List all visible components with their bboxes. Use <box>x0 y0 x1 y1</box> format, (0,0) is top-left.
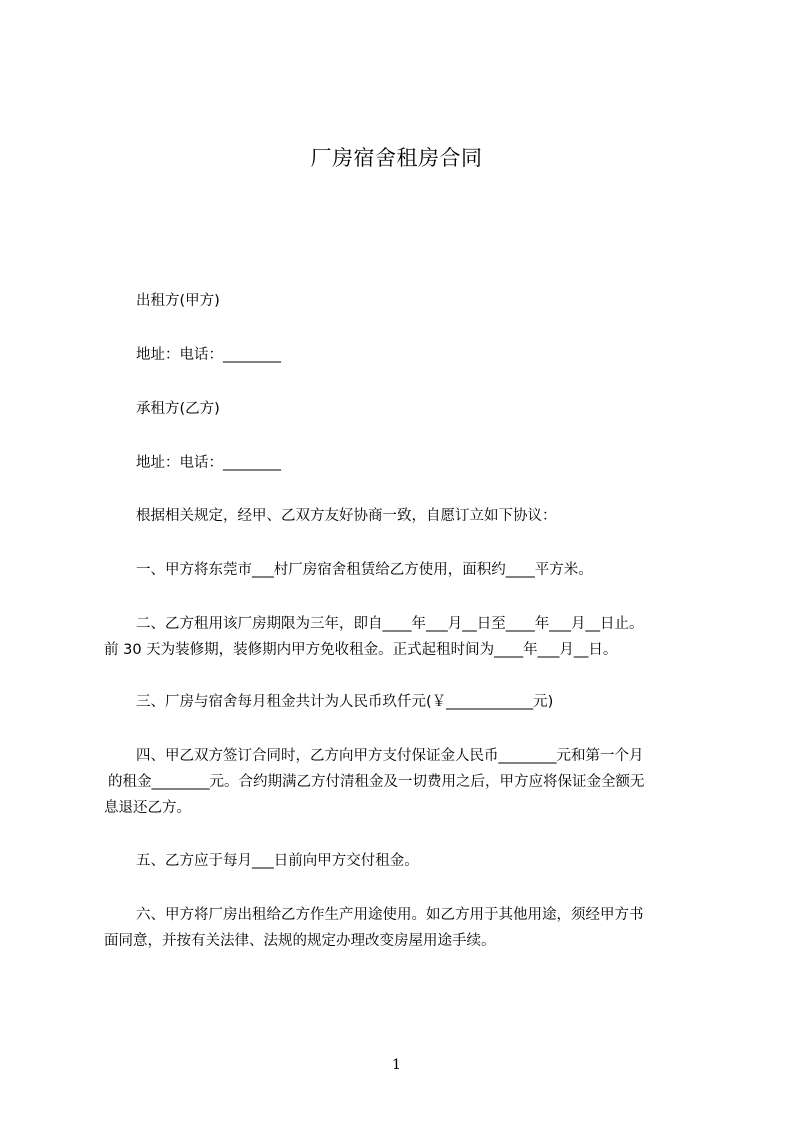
clause-1: 一、甲方将东莞市___村厂房宿舍租赁给乙方使用，面积约____平方米。 <box>136 562 593 578</box>
document-title: 厂房宿舍租房合同 <box>310 146 483 170</box>
page-number: 1 <box>392 1057 401 1073</box>
party-a-address-phone: 地址：电话：________ <box>136 347 281 363</box>
clause-6-line-1: 六、甲方将厂房出租给乙方作生产用途使用。如乙方用于其他用途，须经甲方书 <box>136 907 644 923</box>
clause-3: 三、厂房与宿舍每月租金共计为人民币玖仟元(￥____________元) <box>136 694 554 710</box>
preamble-paragraph: 根据相关规定，经甲、乙双方友好协商一致，自愿订立如下协议： <box>136 508 557 524</box>
clause-4-line-2: 的租金________元。合约期满乙方付清租金及一切费用之后，甲方应将保证金全额无 <box>108 774 645 790</box>
party-a-label: 出租方(甲方) <box>136 293 220 309</box>
clause-4-line-1: 四、甲乙双方签订合同时，乙方向甲方支付保证金人民币________元和第一个月 <box>136 748 644 764</box>
party-b-label: 承租方(乙方) <box>136 401 220 417</box>
clause-5: 五、乙方应于每月___日前向甲方交付租金。 <box>136 853 419 869</box>
clause-2-line-1: 二、乙方租用该厂房期限为三年，即自____年___月__日至____年___月__日止。 <box>136 616 644 632</box>
clause-2-line-2: 前 30 天为装修期，装修期内甲方免收租金。正式起租时间为____年___月__日。 <box>104 642 618 658</box>
clause-4-line-3: 息退还乙方。 <box>104 800 191 816</box>
party-b-address-phone: 地址：电话：________ <box>136 455 281 471</box>
clause-6-line-2: 面同意，并按有关法律、法规的规定办理改变房屋用途手续。 <box>104 933 496 949</box>
